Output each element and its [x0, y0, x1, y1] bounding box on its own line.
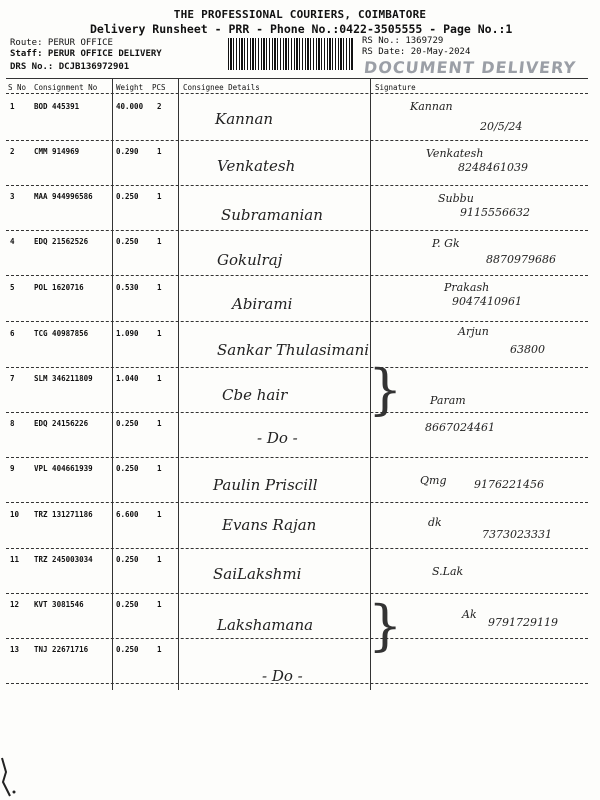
row-pcs: 1	[157, 510, 162, 519]
col-header-weight: Weight	[116, 83, 144, 92]
barcode	[228, 38, 354, 70]
row-pcs: 1	[157, 645, 162, 654]
row-weight: 0.250	[116, 192, 139, 201]
col-header-consignee: Consignee Details	[183, 83, 260, 92]
row-divider	[6, 593, 588, 594]
row-divider	[6, 275, 588, 276]
row-sno: 2	[10, 147, 15, 156]
row-signature-note: 9791729119	[488, 616, 558, 629]
row-consignment-no: CMM 914969	[34, 147, 80, 156]
row-consignment-no: TRZ 245003034	[34, 555, 93, 564]
row-sno: 5	[10, 283, 15, 292]
row-signature: Venkatesh	[426, 147, 484, 160]
row-signature-note: 9176221456	[474, 478, 544, 491]
row-consignee: SaiLakshmi	[213, 565, 302, 583]
row-consignee: Venkatesh	[217, 157, 296, 175]
row-signature: Ak	[462, 608, 477, 621]
row-pcs: 1	[157, 600, 162, 609]
header-rule	[6, 93, 588, 94]
col-divider-consignee	[178, 78, 179, 690]
row-signature: Kannan	[410, 100, 453, 113]
row-sno: 12	[10, 600, 20, 609]
row-consignee: Abirami	[232, 295, 293, 313]
row-pcs: 1	[157, 555, 162, 564]
row-consignment-no: TCG 40987856	[34, 329, 89, 338]
row-consignee: Sankar Thulasimani	[217, 341, 370, 359]
row-pcs: 1	[157, 147, 162, 156]
row-sno: 4	[10, 237, 15, 246]
row-divider	[6, 412, 588, 413]
col-header-sno: S No	[8, 83, 27, 92]
row-signature: Param	[430, 394, 466, 407]
row-pcs: 1	[157, 192, 162, 201]
row-pcs: 1	[157, 419, 162, 428]
rs-date: RS Date: 20-May-2024	[362, 47, 471, 57]
row-divider	[6, 230, 588, 231]
company-name: THE PROFESSIONAL COURIERS, COIMBATORE	[173, 8, 427, 21]
row-signature-note: 7373023331	[482, 528, 552, 541]
row-consignee: Subramanian	[221, 206, 323, 224]
row-consignment-no: KVT 3081546	[34, 600, 84, 609]
row-consignment-no: BOD 445391	[34, 102, 80, 111]
row-sno: 3	[10, 192, 15, 201]
top-rule	[6, 78, 588, 79]
row-sno: 6	[10, 329, 15, 338]
row-divider	[6, 185, 588, 186]
row-sno: 13	[10, 645, 20, 654]
row-consignee: - Do -	[262, 667, 303, 685]
row-signature-note: 8248461039	[458, 161, 528, 174]
row-signature: 8667024461	[425, 421, 495, 434]
row-divider	[6, 321, 588, 322]
col-header-signature: Signature	[375, 83, 416, 92]
row-pcs: 2	[157, 102, 162, 111]
row-weight: 6.600	[116, 510, 139, 519]
row-signature-note: 63800	[510, 343, 545, 356]
rs-number: RS No.: 1369729	[362, 36, 444, 46]
runsheet-title: Delivery Runsheet - PRR - Phone No.:0422-3505555 - Page No.:1	[90, 22, 513, 36]
col-header-consignment: Consignment No	[34, 83, 98, 92]
document-delivery-stamp: DOCUMENT DELIVERY	[363, 58, 578, 77]
row-consignee: Lakshamana	[217, 616, 314, 634]
row-signature: P. Gk	[432, 237, 460, 250]
row-weight: 0.250	[116, 645, 139, 654]
row-pcs: 1	[157, 329, 162, 338]
row-divider	[6, 683, 588, 684]
col-divider-weight	[112, 78, 113, 690]
row-consignee: Cbe hair	[222, 386, 288, 404]
row-weight: 0.250	[116, 555, 139, 564]
row-consignee: - Do -	[257, 429, 298, 447]
row-consignment-no: VPL 404661939	[34, 464, 93, 473]
route-label: Route: PERUR OFFICE	[10, 38, 113, 48]
row-weight: 0.250	[116, 464, 139, 473]
row-signature: dk	[428, 516, 442, 529]
row-consignment-no: POL 1620716	[34, 283, 84, 292]
row-weight: 0.250	[116, 419, 139, 428]
row-signature: Prakash	[444, 281, 490, 294]
row-divider	[6, 638, 588, 639]
row-sno: 9	[10, 464, 15, 473]
row-signature-note: 20/5/24	[480, 120, 523, 133]
row-consignee: Gokulraj	[217, 251, 283, 269]
row-divider	[6, 367, 588, 368]
row-divider	[6, 140, 588, 141]
row-weight: 0.530	[116, 283, 139, 292]
row-weight: 1.090	[116, 329, 139, 338]
staff-label: Staff: PERUR OFFICE DELIVERY	[10, 49, 162, 59]
row-consignee: Evans Rajan	[222, 516, 317, 534]
row-sno: 1	[10, 102, 15, 111]
drs-number: DRS No.: DCJB136972901	[10, 62, 130, 72]
col-header-pcs: PCS	[152, 83, 166, 92]
row-signature: S.Lak	[432, 565, 464, 578]
bracket-rows-12-13: }	[368, 594, 403, 657]
row-consignment-no: TRZ 131271186	[34, 510, 93, 519]
row-signature: Subbu	[438, 192, 474, 205]
row-consignee: Kannan	[215, 110, 274, 128]
row-consignment-no: TNJ 22671716	[34, 645, 89, 654]
row-sno: 8	[10, 419, 15, 428]
row-consignment-no: EDQ 21562526	[34, 237, 89, 246]
row-pcs: 1	[157, 374, 162, 383]
row-consignment-no: EDQ 24156226	[34, 419, 89, 428]
row-consignment-no: SLM 346211809	[34, 374, 93, 383]
row-signature-note: 8870979686	[486, 253, 556, 266]
row-consignment-no: MAA 944996586	[34, 192, 93, 201]
row-sno: 10	[10, 510, 20, 519]
scan-mark	[0, 752, 24, 800]
row-pcs: 1	[157, 283, 162, 292]
row-signature-note: 9047410961	[452, 295, 522, 308]
row-signature-note: 9115556632	[460, 206, 530, 219]
row-signature: Arjun	[458, 325, 489, 338]
row-divider	[6, 457, 588, 458]
row-sno: 7	[10, 374, 15, 383]
bracket-rows-7-8: }	[368, 358, 403, 421]
row-signature: Qmg	[420, 474, 447, 487]
row-pcs: 1	[157, 464, 162, 473]
row-weight: 0.250	[116, 237, 139, 246]
row-sno: 11	[10, 555, 20, 564]
row-divider	[6, 502, 588, 503]
row-weight: 40.000	[116, 102, 144, 111]
row-weight: 0.250	[116, 600, 139, 609]
row-weight: 0.290	[116, 147, 139, 156]
row-consignee: Paulin Priscill	[213, 476, 318, 494]
row-pcs: 1	[157, 237, 162, 246]
row-divider	[6, 548, 588, 549]
row-weight: 1.040	[116, 374, 139, 383]
